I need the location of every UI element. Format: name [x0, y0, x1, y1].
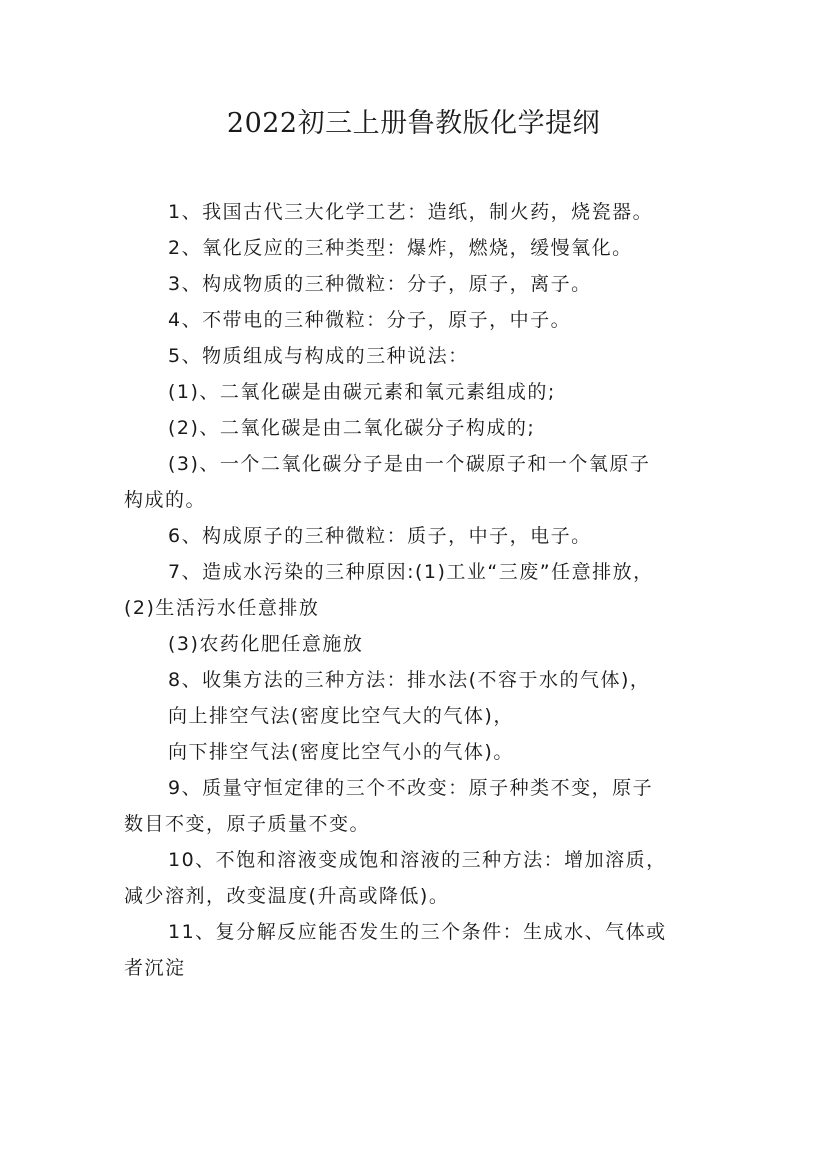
text-line: 5、物质组成与构成的三种说法：	[168, 345, 469, 367]
text-line: 者沉淀	[124, 957, 186, 979]
text-line: 7、造成水污染的三种原因:(1)工业“三废”任意排放，	[168, 561, 654, 583]
text-line: 1、我国古代三大化学工艺：造纸，制火药，烧瓷器。	[168, 201, 654, 223]
text-line: 9、质量守恒定律的三个不改变：原子种类不变，原子	[168, 777, 654, 799]
text-line: 10、不饱和溶液变成饱和溶液的三种方法：增加溶质，	[168, 849, 667, 871]
text-line: 数目不变，原子质量不变。	[124, 813, 371, 835]
text-line: 向下排空气法(密度比空气小的气体)。	[168, 741, 514, 763]
text-line: (2)生活污水任意排放	[124, 597, 320, 619]
text-line: (1)、二氧化碳是由碳元素和氧元素组成的;	[168, 381, 556, 403]
text-line: 2、氧化反应的三种类型：爆炸，燃烧，缓慢氧化。	[168, 237, 633, 259]
text-line: 4、不带电的三种微粒：分子，原子，中子。	[168, 309, 572, 331]
text-line: 11、复分解反应能否发生的三个条件：生成水、气体或	[168, 921, 667, 943]
document-body	[124, 194, 714, 986]
text-line: 构成的。	[124, 489, 207, 511]
text-line: 向上排空气法(密度比空气大的气体)，	[168, 705, 514, 727]
text-line: (3)、一个二氧化碳分子是由一个碳原子和一个氧原子	[168, 453, 651, 475]
text-line: (2)、二氧化碳是由二氧化碳分子构成的;	[168, 417, 536, 439]
text-line: 3、构成物质的三种微粒：分子，原子，离子。	[168, 273, 592, 295]
document-title: 2022初三上册鲁教版化学提纲	[226, 108, 601, 139]
text-line: 减少溶剂，改变温度(升高或降低)。	[124, 885, 450, 907]
text-line: (3)农药化肥任意施放	[168, 633, 364, 655]
text-line: 8、收集方法的三种方法：排水法(不容于水的气体)，	[168, 669, 651, 691]
text-line: 6、构成原子的三种微粒：质子，中子，电子。	[168, 525, 592, 547]
